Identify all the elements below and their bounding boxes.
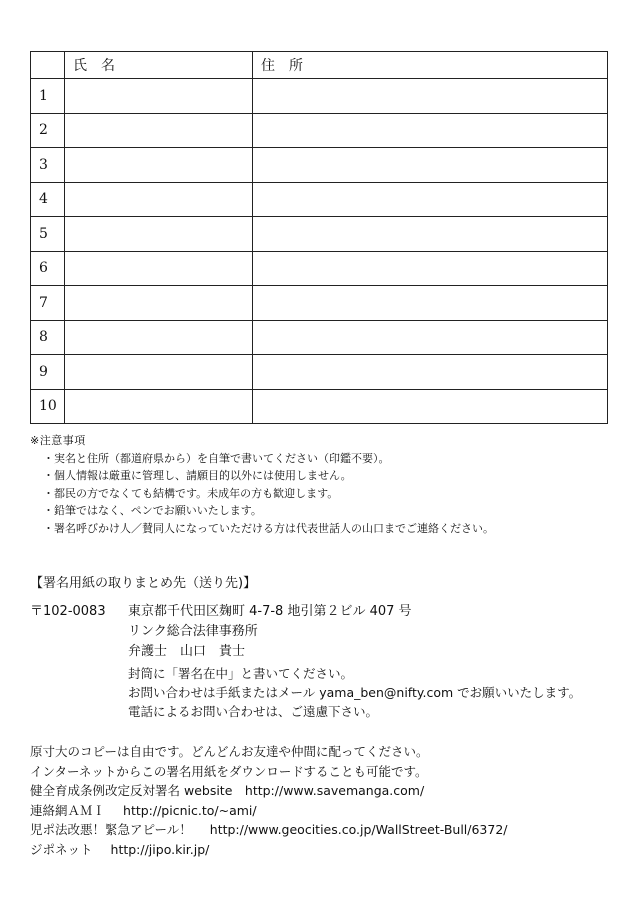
- table-row: [31, 286, 608, 321]
- notes-section: [30, 432, 494, 537]
- name-cell[interactable]: [65, 182, 253, 217]
- link-label: ジポネット: [30, 841, 93, 857]
- name-cell[interactable]: [65, 251, 253, 286]
- address-cell[interactable]: [253, 389, 608, 424]
- link-label: 連絡網ＡＭＩ: [30, 802, 106, 818]
- table-header-row: [31, 52, 608, 79]
- name-cell[interactable]: [65, 355, 253, 390]
- name-cell[interactable]: [65, 148, 253, 183]
- instruction-line: 電話によるお問い合わせは、ご遠慮下さい。: [128, 704, 379, 719]
- footer-line: [30, 801, 508, 821]
- name-cell[interactable]: [65, 320, 253, 355]
- link-label: 児ポ法改悪！緊急アピール！: [30, 822, 192, 837]
- note-item: ・ 署名呼びかけ人／賛同人になっていただける方は代表世話人の山口までご連絡ください。: [43, 520, 494, 538]
- table-row: [31, 113, 608, 148]
- name-cell[interactable]: [65, 79, 253, 114]
- note-item: ・ 都民の方でなくても結構です。未成年の方も歓迎します。: [43, 485, 494, 503]
- address-cell[interactable]: [253, 286, 608, 321]
- instruction-line: 封筒に「署名在中」と書いてください。: [128, 666, 354, 681]
- table-row: [31, 148, 608, 183]
- row-number: 6: [31, 251, 65, 286]
- row-number: 9: [31, 355, 65, 390]
- row-number: 7: [31, 286, 65, 321]
- footer-line: [30, 820, 508, 840]
- note-item: ・ 鉛筆ではなく、ペンでお願いいたします。: [43, 502, 494, 520]
- address-cell[interactable]: [253, 355, 608, 390]
- row-number: 1: [31, 79, 65, 114]
- name-cell[interactable]: [65, 217, 253, 252]
- footer-line: [30, 840, 508, 860]
- lawyer-name: 弁護士 山口 貴士: [128, 644, 246, 659]
- address-line: 東京都千代田区麹町 4-7-8 地引第２ビル 407 号: [128, 604, 412, 619]
- header-number: [31, 52, 65, 79]
- signature-table: [30, 51, 608, 424]
- row-number: 8: [31, 320, 65, 355]
- row-number: 2: [31, 113, 65, 148]
- table-row: [31, 182, 608, 217]
- link-url[interactable]: http://jipo.kir.jp/: [110, 841, 210, 857]
- address-cell[interactable]: [253, 148, 608, 183]
- instructions: [128, 664, 581, 721]
- table-row: [31, 355, 608, 390]
- office-name: リンク総合法律事務所: [128, 624, 258, 639]
- address-cell[interactable]: [253, 251, 608, 286]
- row-number: 5: [31, 217, 65, 252]
- row-number: 10: [31, 389, 65, 424]
- row-number: 3: [31, 148, 65, 183]
- name-cell[interactable]: [65, 286, 253, 321]
- table-row: [31, 217, 608, 252]
- row-number: 4: [31, 182, 65, 217]
- address-lines: [128, 602, 412, 662]
- address-cell[interactable]: [253, 320, 608, 355]
- header-address: 住所: [253, 52, 608, 79]
- link-url[interactable]: http://picnic.to/~ami/: [123, 802, 257, 818]
- table-row: [31, 389, 608, 424]
- footer-line: 健全育成条例改定反対署名 website http://www.savemanga.com/: [30, 783, 425, 798]
- note-item: ・ 個人情報は厳重に管理し、請願目的以外には使用しません。: [43, 467, 494, 485]
- instruction-line: お問い合わせは手紙またはメール yama_ben@nifty.com でお願いいたします。: [128, 685, 582, 700]
- section-title: 【署名用紙の取りまとめ先（送り先)】: [30, 576, 257, 591]
- table-row: [31, 251, 608, 286]
- postal-code: 〒102-0083: [30, 604, 106, 619]
- footer-line: インターネットからこの署名用紙をダウンロードすることも可能です。: [30, 763, 428, 779]
- link-url[interactable]: http://www.geocities.co.jp/WallStreet-Bull/6372/: [209, 822, 508, 837]
- notes-list: [30, 450, 494, 538]
- table-row: [31, 320, 608, 355]
- footer-line: 原寸大のコピーは自由です。どんどんお友達や仲間に配ってください。: [30, 744, 429, 759]
- address-cell[interactable]: [253, 217, 608, 252]
- table-row: [31, 79, 608, 114]
- notes-title: ※注意事項: [30, 434, 86, 447]
- name-cell[interactable]: [65, 113, 253, 148]
- header-name: 氏名: [65, 52, 253, 79]
- address-cell[interactable]: [253, 79, 608, 114]
- footer-section: [30, 742, 508, 859]
- name-cell[interactable]: [65, 389, 253, 424]
- note-item: ・ 実名と住所（都道府県から）を自筆で書いてください（印鑑不要）。: [43, 450, 494, 468]
- address-cell[interactable]: [253, 182, 608, 217]
- address-cell[interactable]: [253, 113, 608, 148]
